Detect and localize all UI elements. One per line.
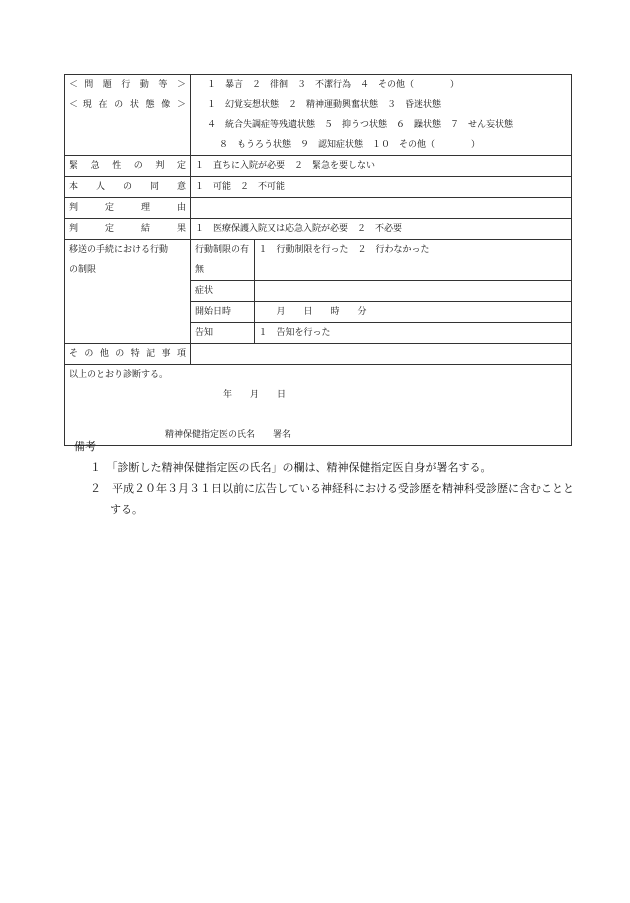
row-result (65, 219, 572, 240)
behavior-state-label-cell (65, 75, 191, 156)
restraint-start-label: 開始日時 (191, 302, 254, 323)
restraint-notice-value: １ 告知を行った (258, 328, 331, 338)
restraint-symptom-value (254, 281, 571, 302)
other-value (191, 344, 572, 365)
current-state-label: ＜ 現 在 の 状 態 像 ＞ (69, 100, 186, 110)
note-item-2: ２ 平成２０年３月３１日以前に広告している神経科における受診歴を精神科受診歴に含むこととする。 (90, 482, 574, 516)
state-options-line2: ４ 統合失調症等残遺状態 ５ 抑うつ状態 ６ 躁状態 ７ せん妄状態 (207, 120, 514, 130)
restraint-presence-label: 行動制限の有無 (191, 240, 254, 281)
row-behavior-state (65, 75, 572, 156)
physician-signature: 精神保健指定医の氏名 署名 (165, 430, 292, 440)
diagnosis-cell (65, 365, 572, 446)
row-consent (65, 177, 572, 198)
row-diagnosis (65, 365, 572, 446)
state-options-line1: １ 幻覚妄想状態 ２ 精神運動興奮状態 ３ 昏迷状態 (207, 100, 442, 110)
restraint-symptom-row (191, 281, 571, 302)
notes-title: 備考 (74, 440, 96, 453)
restraint-detail-cell (191, 240, 572, 344)
diagnosis-statement: 以上のとおり診断する。 (69, 370, 169, 380)
restraint-label-line2: の制限 (69, 265, 97, 275)
row-reason (65, 198, 572, 219)
consent-value: １ 可能 ２ 不可能 (191, 177, 572, 198)
other-label-text: その他の特記事項 (69, 349, 186, 359)
assessment-table (64, 74, 572, 446)
reason-label (65, 198, 191, 219)
result-label-text: 判定結果 (69, 224, 186, 234)
urgency-label (65, 156, 191, 177)
notes-section (74, 436, 574, 520)
row-restraint (65, 240, 572, 344)
diagnosis-date: 年 月 日 (223, 390, 287, 400)
restraint-notice-label: 告知 (191, 323, 254, 344)
urgency-label-text: 緊急性の判定 (69, 161, 186, 171)
restraint-start-value: 月 日 時 分 (254, 302, 571, 323)
row-other (65, 344, 572, 365)
note-item-1: １ 「診断した精神保健指定医の氏名」の欄は、精神保健指定医自身が署名する。 (90, 461, 492, 474)
consent-label (65, 177, 191, 198)
restraint-notice-row (191, 323, 571, 344)
restraint-label-cell (65, 240, 191, 344)
restraint-presence-value: １ 行動制限を行った ２ 行わなかった (254, 240, 571, 281)
form-frame (64, 74, 571, 446)
other-label (65, 344, 191, 365)
restraint-start-row (191, 302, 571, 323)
reason-value (191, 198, 572, 219)
row-urgency (65, 156, 572, 177)
restraint-symptom-label: 症状 (191, 281, 254, 302)
restraint-presence-row (191, 240, 571, 281)
reason-label-text: 判定理由 (69, 203, 186, 213)
problem-behavior-label: ＜ 問 題 行 動 等 ＞ (69, 80, 186, 90)
urgency-value: １ 直ちに入院が必要 ２ 緊急を要しない (191, 156, 572, 177)
restraint-label-line1: 移送の手続における行動 (69, 245, 169, 255)
consent-label-text: 本人の同意 (69, 182, 186, 192)
behavior-state-value-cell (191, 75, 572, 156)
result-value: １ 医療保護入院又は応急入院が必要 ２ 不必要 (191, 219, 572, 240)
result-label (65, 219, 191, 240)
state-options-line3: ８ もうろう状態 ９ 認知症状態 １０ その他（ ） (219, 140, 481, 150)
restraint-subtable (191, 240, 571, 343)
problem-behavior-options: １ 暴言 ２ 徘徊 ３ 不潔行為 ４ その他（ ） (207, 80, 460, 90)
